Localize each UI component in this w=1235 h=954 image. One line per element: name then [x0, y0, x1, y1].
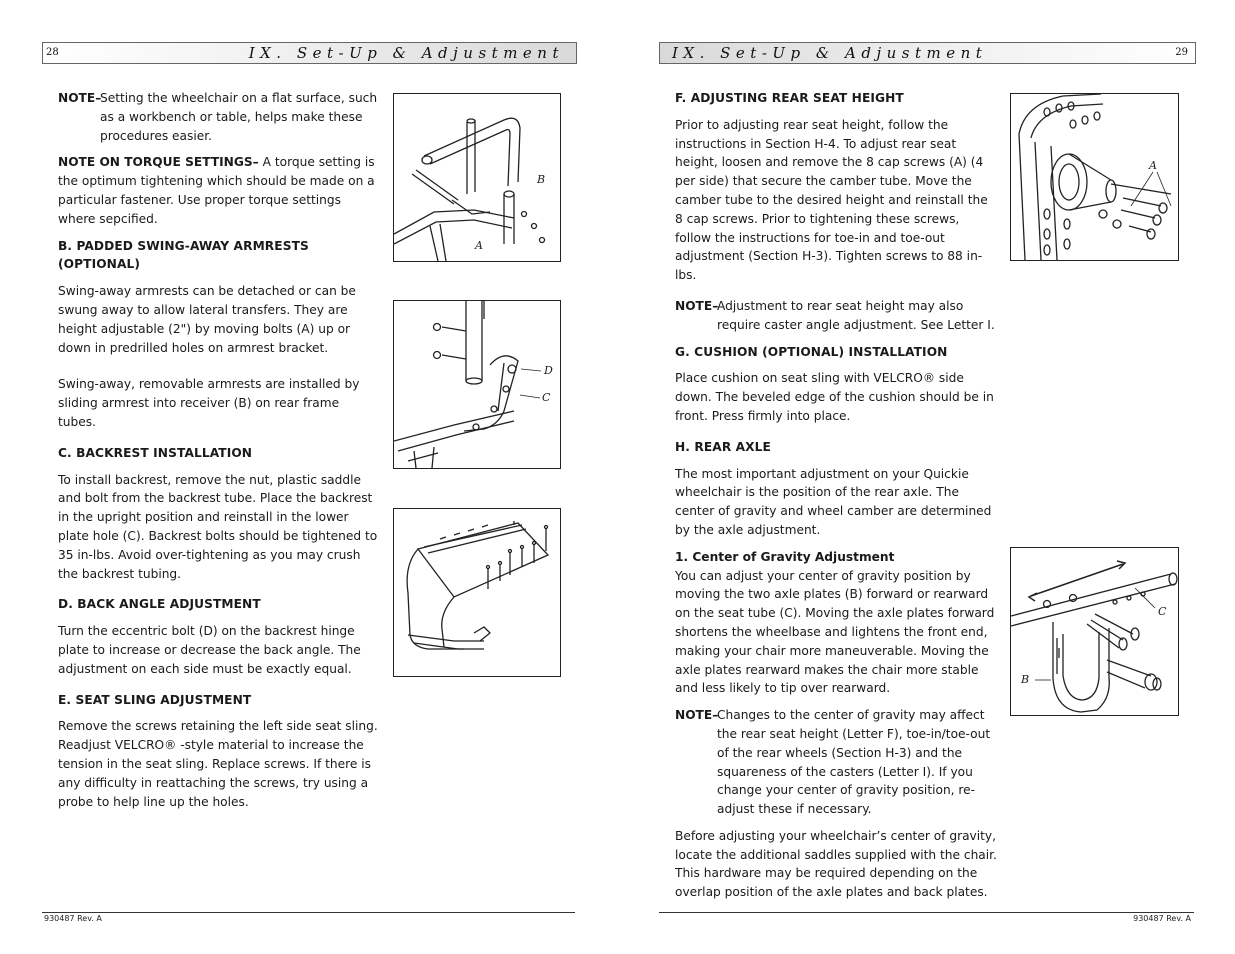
section-e-paragraph: Remove the screws retaining the left side seat sling. Readjust VELCRO® -style material to increase the tension in the seat sling. Replace screws. If there is any difficulty in reattaching the screws, try using a probe to help line up the holes. [58, 719, 378, 809]
armrest-label-b: B [537, 173, 546, 186]
axle-figure [1010, 547, 1179, 716]
left-header-bar [42, 42, 577, 64]
left-page [0, 0, 617, 954]
seat-sling-illustration [394, 509, 560, 676]
section-f-heading: F. ADJUSTING REAR SEAT HEIGHT [675, 91, 904, 105]
section-c-paragraph: To install backrest, remove the nut, plastic saddle and bolt from the backrest tube. Place the backrest in the upright position and reinstall in the lower plate hole (C). Backrest bolts should be tightened to 35 in-lbs. Avoid over-tightening as you may crush the backrest tubing. [58, 472, 378, 581]
right-header-title: IX. Set-Up & Adjustment [672, 44, 988, 62]
section-c-heading: C. BACKREST INSTALLATION [58, 445, 253, 460]
seat-height-label-a: A [1149, 159, 1157, 172]
note-flat-surface [58, 89, 378, 145]
backrest-label-c: C [542, 391, 551, 404]
section-h-paragraph-2: You can adjust your center of gravity position by moving the two axle plates (B) forward or rearward on the seat tube (C). Moving the axle plates forward shortens the wheelbase and lightens the front end, making your chair more maneuverable. Moving the axle plates rearward makes the chair more stable and less likely to tip over rearward. [675, 568, 995, 696]
note-seat-height [675, 297, 997, 335]
backrest-label-d: D [544, 364, 553, 377]
left-page-number: 28 [46, 47, 59, 58]
note-label: NOTE– [675, 298, 719, 313]
axle-label-b: B [1021, 673, 1030, 686]
backrest-figure [393, 300, 561, 469]
center-of-gravity-heading: 1. Center of Gravity Adjustment [675, 549, 895, 564]
left-footer-code: 930487 Rev. A [44, 914, 102, 923]
torque-note-label: NOTE ON TORQUE SETTINGS– [58, 155, 259, 170]
torque-note [58, 153, 378, 228]
note-text: Adjustment to rear seat height may also require caster angle adjustment. See Letter I. [717, 298, 995, 332]
note-label: NOTE– [58, 91, 102, 105]
note-text: Setting the wheelchair on a flat surface, such as a workbench or table, helps make these procedures easier. [100, 91, 378, 143]
right-header-bar [659, 42, 1196, 64]
section-b-heading: B. PADDED SWING-AWAY ARMRESTS (OPTIONAL) [58, 238, 309, 272]
axle-illustration [1011, 548, 1178, 715]
section-g-paragraph: Place cushion on seat sling with VELCRO® side down. The beveled edge of the cushion should be in front. Press firmly into place. [675, 371, 994, 423]
section-g-heading: G. CUSHION (OPTIONAL) INSTALLATION [675, 344, 948, 359]
note-center-of-gravity [675, 706, 997, 819]
section-b-paragraph-1: Swing-away armrests can be detached or can be swung away to allow lateral transfers. They are height adjustable (2") by moving bolts (A) up or down in predrilled holes on armrest bracket. [58, 284, 356, 355]
right-page [618, 0, 1235, 954]
left-header-title: IX. Set-Up & Adjustment [248, 44, 564, 62]
seat-sling-figure [393, 508, 561, 677]
section-h-paragraph-1: The most important adjustment on your Quickie wheelchair is the position of the rear axle. The center of gravity and wheel camber are determined by the axle adjustment. [675, 466, 992, 537]
armrest-figure [393, 93, 561, 262]
section-f-paragraph: Prior to adjusting rear seat height, follow the instructions in Section H-4. To adjust rear seat height, loosen and remove the 8 cap screws (A) (4 per side) that secure the camber tube. Move the camber tube to the desired height and reinstall the 8 cap screws. Prior to tightening these screws, follow the instructions for toe-in and toe-out adjustment (Section H-3). Tighten screws to 88 in-lbs. [675, 117, 988, 283]
armrest-illustration [394, 94, 560, 261]
left-footer-rule [42, 912, 575, 913]
seat-height-figure [1010, 93, 1179, 261]
note-text: Changes to the center of gravity may affect the rear seat height (Letter F), toe-in/toe-out of the rear wheels (Section H-3) and the squareness of the casters (Letter I). If you change your center of gravity position, re-adjust these if necessary. [717, 708, 991, 817]
note-label: NOTE– [675, 708, 719, 723]
seat-height-illustration [1011, 94, 1178, 260]
backrest-illustration [394, 301, 560, 468]
right-footer-rule [659, 912, 1194, 913]
right-page-number: 29 [1175, 47, 1188, 58]
right-text-column [675, 89, 997, 910]
axle-label-c: C [1158, 605, 1167, 618]
section-d-heading: D. BACK ANGLE ADJUSTMENT [58, 597, 261, 612]
section-d-paragraph: Turn the eccentric bolt (D) on the backrest hinge plate to increase or decrease the back angle. The adjustment on each side must be exactly equal. [58, 624, 361, 676]
section-e-heading: E. SEAT SLING ADJUSTMENT [58, 692, 252, 707]
left-text-column [58, 89, 378, 819]
final-paragraph: Before adjusting your wheelchair’s center of gravity, locate the additional saddles supplied with the chair. This hardware may be required depending on the overlap position of the axle plates and back plates. [675, 828, 997, 900]
right-footer-code: 930487 Rev. A [1133, 914, 1191, 923]
torque-note-text: A torque setting is the optimum tightening which should be made on a particular fastener. Use proper torque settings where sepcified. [58, 155, 375, 226]
section-b-paragraph-2: Swing-away, removable armrests are installed by sliding armrest into receiver (B) on rear frame tubes. [58, 377, 360, 429]
section-h-heading: H. REAR AXLE [675, 439, 771, 454]
armrest-label-a: A [475, 239, 483, 252]
